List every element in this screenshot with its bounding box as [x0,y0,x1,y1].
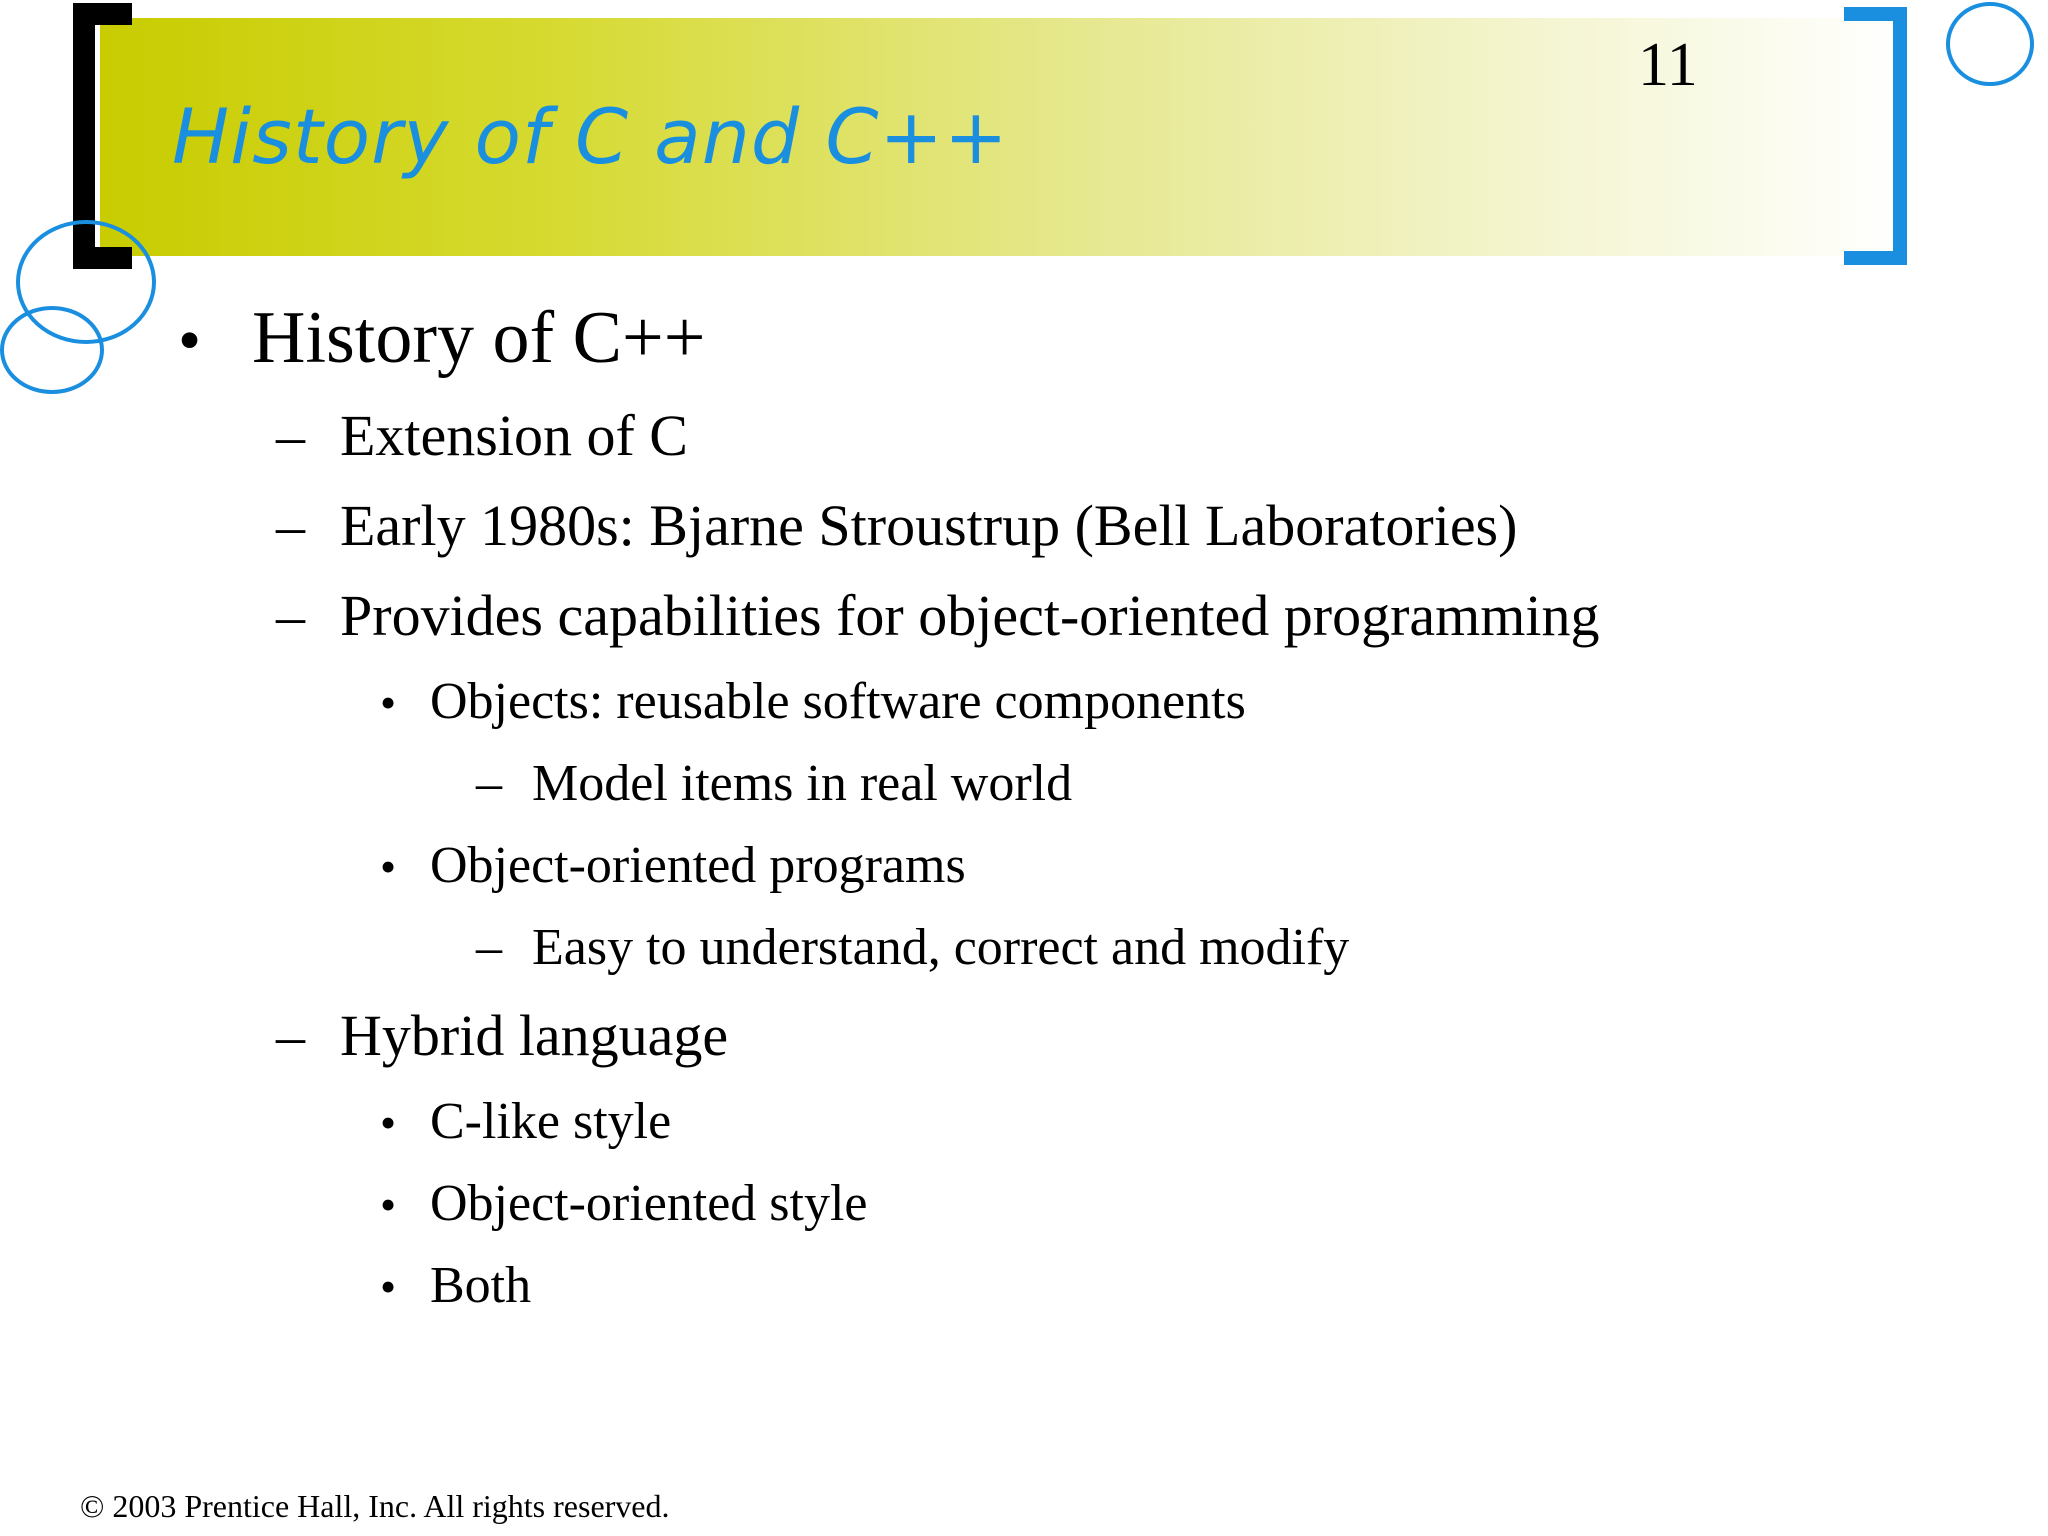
bullet-text: Easy to understand, correct and modify [532,919,1350,976]
bullet-model-items [476,754,1072,813]
bullet-text: Early 1980s: Bjarne Stroustrup (Bell Laboratories) [340,493,1518,558]
bullet-text: Object-oriented programs [430,837,966,894]
dash-marker: – [276,1003,305,1068]
bullet-text: History of C++ [252,297,706,379]
dash-marker: – [476,919,502,976]
bullet-marker: • [380,1097,397,1148]
bullet-text: Object-oriented style [430,1175,868,1232]
slide-title: History of C and C++ [172,92,1009,181]
bullet-object-oriented-programs [380,836,966,895]
left-circle-small-icon [2,308,102,392]
bullet-marker: • [380,677,397,728]
top-right-circle-icon [1948,4,2032,84]
bullet-provides-capabilities [276,582,1600,649]
dash-marker: – [276,403,305,468]
bullet-hybrid-language [276,1002,728,1069]
bullet-text: Extension of C [340,403,688,468]
bullet-text: Provides capabilities for object-oriented programming [340,583,1600,648]
dash-marker: – [476,755,502,812]
bullet-c-like-style [380,1092,671,1151]
bullet-text: Hybrid language [340,1003,729,1068]
bullet-history-of-cpp [178,296,705,381]
bullet-text: C-like style [430,1093,672,1150]
bullet-object-oriented-style [380,1174,868,1233]
bullet-text: Objects: reusable software components [430,673,1246,730]
dash-marker: – [276,493,305,558]
dash-marker: – [276,583,305,648]
bullet-easy-to-understand [476,918,1349,977]
copyright-footer: © 2003 Prentice Hall, Inc. All rights reserved. [80,1488,670,1524]
bullet-marker: • [380,841,397,892]
bullet-text: Both [430,1257,532,1314]
bullet-text: Model items in real world [532,755,1073,812]
slide-number: 11 [1638,31,1698,99]
bullet-objects [380,672,1246,731]
bullet-marker: • [178,304,202,377]
bullet-both [380,1256,531,1315]
bullet-extension-of-c [276,402,688,469]
bullet-marker: • [380,1179,397,1230]
bullet-early-1980s [276,492,1517,559]
bullet-marker: • [380,1261,397,1312]
